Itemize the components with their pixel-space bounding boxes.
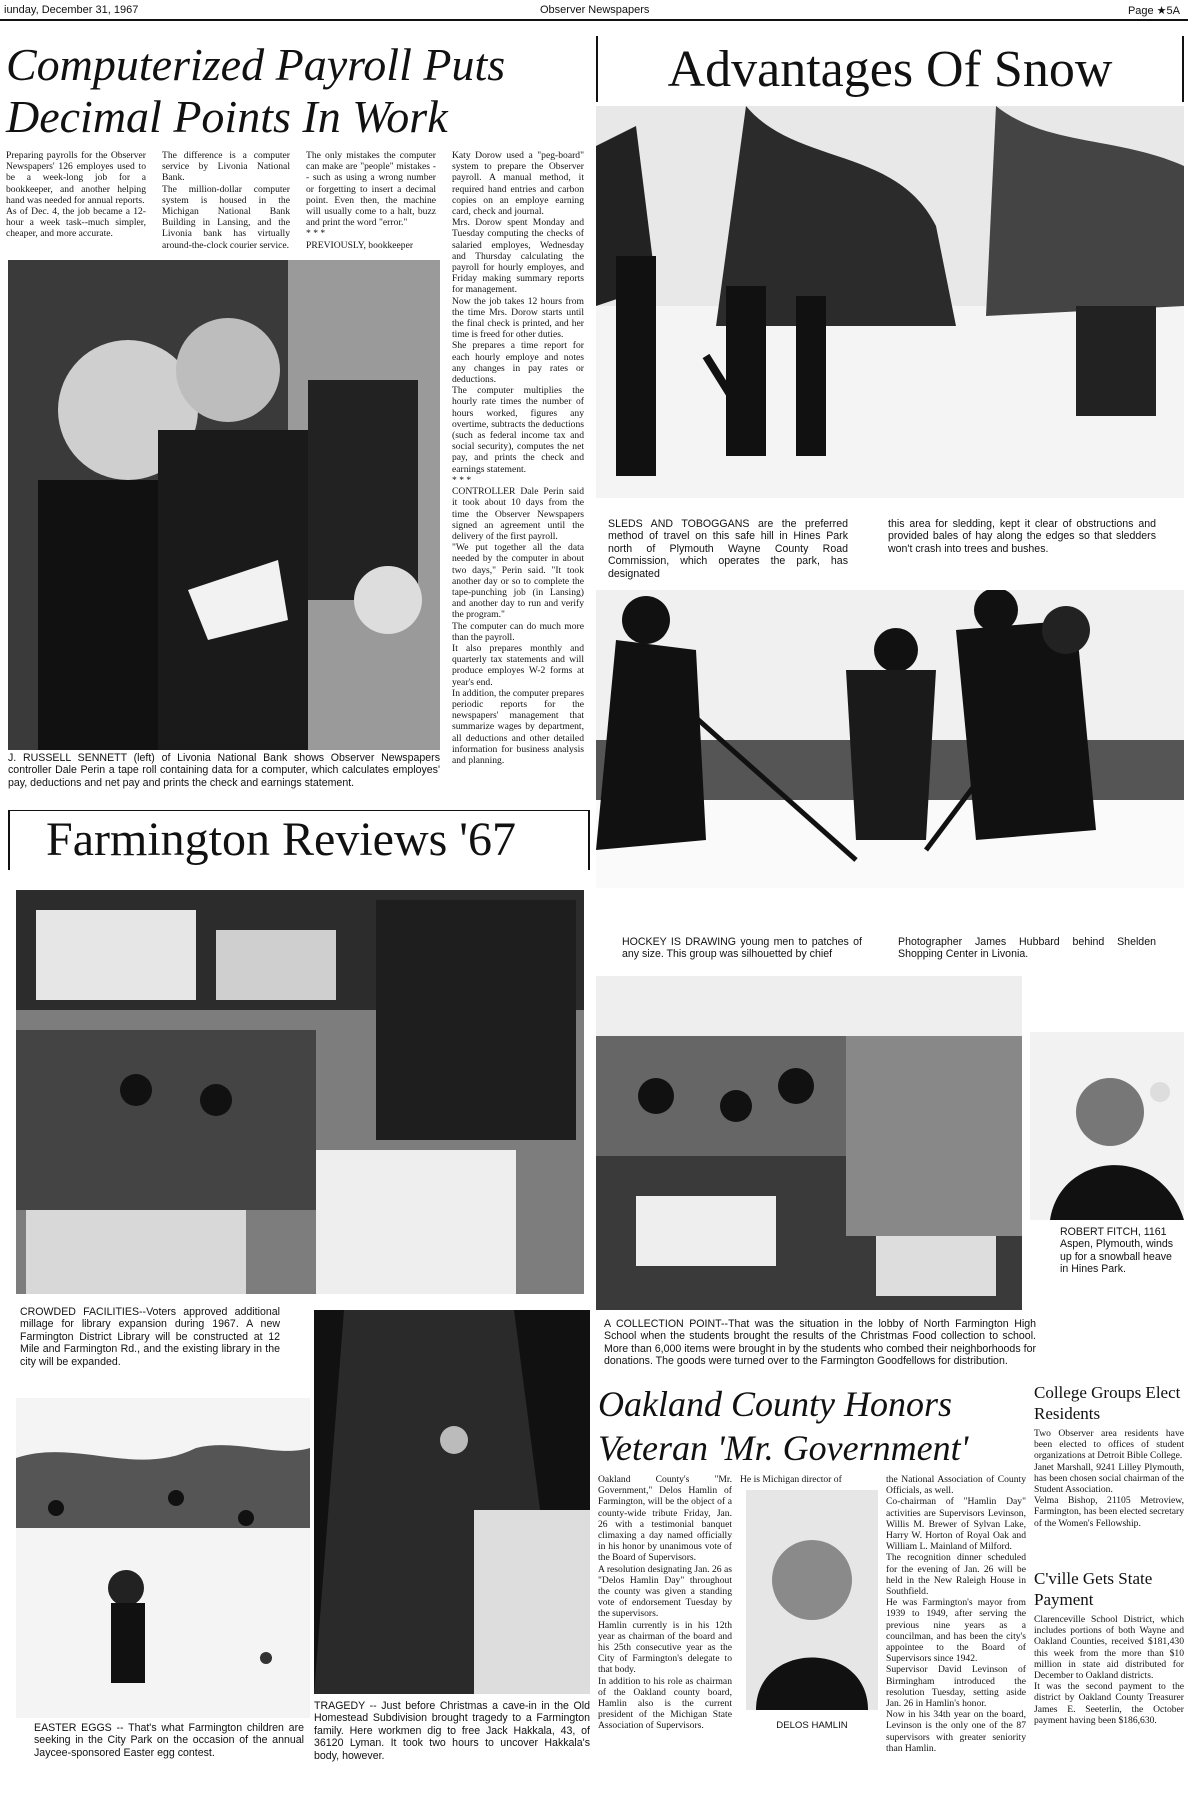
snow-headline: Advantages Of Snow (667, 41, 1113, 98)
delos-hamlin-photo (746, 1490, 878, 1710)
payroll-photo (8, 260, 440, 750)
sledding-caption-left: SLEDS AND TOBOGGANS are the preferred method of travel on this safe hill in Hines Park north of Plymouth Wayne County Road Commission, which operates the park, has designated (608, 518, 848, 580)
issue-date: iunday, December 31, 1967 (4, 4, 139, 16)
cville-headline: C'ville Gets State Payment (1034, 1569, 1153, 1609)
collection-photo (596, 976, 1022, 1310)
farmington-headline: Farmington Reviews '67 (46, 813, 516, 866)
hockey-caption-left: HOCKEY IS DRAWING young men to patches of any size. This group was silhouetted by chief (622, 936, 862, 961)
sledding-photo (596, 106, 1184, 498)
page-number: Page ★5A (1127, 5, 1180, 17)
sledding-caption-right: this area for sledding, kept it clear of obstructions and provided bales of hay along the edges so that sledders won't crash into trees and bushes. (888, 518, 1156, 555)
oakland-headline-line2: Veteran 'Mr. Government' (598, 1428, 969, 1468)
masthead-rule (0, 19, 1188, 21)
payroll-photo-caption: J. RUSSELL SENNETT (left) of Livonia National Bank shows Observer Newspapers controller Dale Perin a tape roll containing data for a computer, which calculates employes' pay, deductions and net pay and prints the check and earnings statement. (8, 752, 440, 789)
newspaper-name: Observer Newspapers (540, 4, 650, 16)
hockey-photo (596, 590, 1184, 888)
payroll-headline-line1: Computerized Payroll Puts (6, 39, 506, 90)
collection-caption: A COLLECTION POINT--That was the situation in the lobby of North Farmington High School when the students brought the results of the Christmas Food collection to school. More than 6,000 items were brought in by the students who combed their neighborhoods for donations. The goods were turned over to the Farmington Goodfellows for distribution. (604, 1318, 1036, 1368)
oakland-column-2-top: He is Michigan director of (740, 1474, 842, 1485)
robert-fitch-photo (1030, 1032, 1184, 1220)
college-body: Two Observer area residents have been elected to offices of student organizations at Detroit Bible College. Janet Marshall, 9241 Lilley Plymouth, has been chosen social chairman of the Student Association. Velma Bishop, 21105 Metroview, Farmington, has been elected secretary of the Women's Fellowship. (1034, 1428, 1184, 1529)
college-headline: College Groups Elect Residents (1034, 1383, 1181, 1423)
easter-eggs-photo (16, 1398, 310, 1718)
payroll-headline-line2: Decimal Points In Work (6, 91, 448, 142)
payroll-column-2: The difference is a computer service by Livonia National Bank. The million-dollar computer system is housed in the Michigan National Bank Building in Lansing, and the Livonia bank has virtually around-the-clock courier service. (162, 150, 290, 251)
cville-body: Clarenceville School District, which includes portions of both Wayne and Oakland Counties, received $181,430 this week from the more than $10 million in state aid distributed for December to Oakland districts. It was the second payment to the district by Oakland County Treasurer James E. Seeterlin, the October payment having been $186,630. (1034, 1614, 1184, 1726)
payroll-column-4: Katy Dorow used a "peg-board" system to prepare the Observer payroll. A manual method, it required hand entries and carbon copies on an employe earning card, check and journal. Mrs. Dorow spent Monday and Tuesday computing the checks of salaried employes, Wednesday and Thursday calculating the payroll for hourly employes, and Friday making summary reports for management. Now the job takes 12 hours from the time Mrs. Dorow starts until the final check is printed, and her time is freed for other duties. She prepares a time report for each hourly employe and notes any changes in pay rates or deductions. The computer multiplies the hourly rate times the number of hours worked, figures any overtime, subtracts the deductions (such as federal income tax and social security), computes the net pay, and prints the check and earnings statement. * * * CONTROLLER Dale Perin said it took about 10 days from the time the Observer Newspapers signed an agreement until the delivery of the first payroll. "We put together all the data needed by the computer in about two days," Perin said. "It took another day or so to complete the tape-punching job (in Lansing) and another day to run and verify the program." The computer can do much more than the payroll. It also prepares monthly and quarterly tax statements and will produce employes W-2 forms at year's end. In addition, the computer prepares periodic reports for the newspapers' management that summarize wages by department, all deductions and other detailed information for business analysis and planning. (452, 150, 584, 766)
library-caption: CROWDED FACILITIES--Voters approved additional millage for library expansion during 1967. A new Farmington District Library will be constructed at 12 Mile and Farmington Rd., and the existing library in the city will be expanded. (20, 1306, 280, 1368)
payroll-column-3: The only mistakes the computer can make are "people" mistakes -- such as using a wrong number or forgetting to insert a decimal point. Even then, the machine will usually come to a halt, buzz and print the word "error." * * * PREVIOUSLY, bookkeeper (306, 150, 436, 251)
delos-hamlin-caption: DELOS HAMLIN (776, 1720, 848, 1731)
tragedy-photo (314, 1310, 590, 1694)
payroll-column-1: Preparing payrolls for the Observer Newspapers' 126 employes used to be a week-long job for a bookkeeper, and another helping hand was needed for annual reports. As of Dec. 4, the job became a 12-hour a week task--much simpler, cheaper, and more accurate. (6, 150, 146, 240)
easter-eggs-caption: EASTER EGGS -- That's what Farmington children are seeking in the City Park on the occasion of the annual Jaycee-sponsored Easter egg contest. (34, 1722, 304, 1759)
robert-fitch-caption: ROBERT FITCH, 1161 Aspen, Plymouth, winds up for a snowball heave in Hines Park. (1060, 1226, 1174, 1276)
library-photo (16, 890, 584, 1294)
oakland-column-3: the National Association of County Officials, as well. Co-chairman of "Hamlin Day" activities are Supervisors Levinson, Willis M. Brewer of Sylvan Lake, Harry W. Horton of Royal Oak and William L. Mainland of Milford. The recognition dinner scheduled for the evening of Jan. 26 will be held in the New Raleigh House in Southfield. He was Farmington's mayor from 1939 to 1949, after serving the previous nine years as a councilman, and has been the city's appointee to the Board of Supervisors since 1942. Supervisor David Levinson of Birmingham introduced the resolution Tuesday, setting aside Jan. 26 in Hamlin's honor. Now in his 34th year on the board, Levinson is the only one of the 87 supervisors with greater seniority than Hamlin. (886, 1474, 1026, 1754)
tragedy-caption: TRAGEDY -- Just before Christmas a cave-in in the Old Homestead Subdivision brought tragedy to a Farmington family. Here workmen dig to free Jack Hakkala, 43, of 36120 Lyman. It took two hours to uncover Hakkala's body, however. (314, 1700, 590, 1762)
oakland-column-1: Oakland County's "Mr. Government," Delos Hamlin of Farmington, will be the object of a county-wide tribute Friday, Jan. 26 with a testimonial banquet climaxing a day named officially in his honor by unanimous vote of the Board of Supervisors. A resolution designating Jan. 26 as "Delos Hamlin Day" throughout the county was given a standing vote of endorsement Tuesday by the supervisors. Hamlin currently is in his 12th year as chairman of the board and his 25th consecutive year as the City of Farmington's delegate to that body. In addition to his role as chairman of the Oakland county board, Hamlin also is the current president of the Michigan State Association of Supervisors. (598, 1474, 732, 1732)
oakland-headline-line1: Oakland County Honors (598, 1384, 952, 1424)
hockey-caption-right: Photographer James Hubbard behind Shelden Shopping Center in Livonia. (898, 936, 1156, 961)
